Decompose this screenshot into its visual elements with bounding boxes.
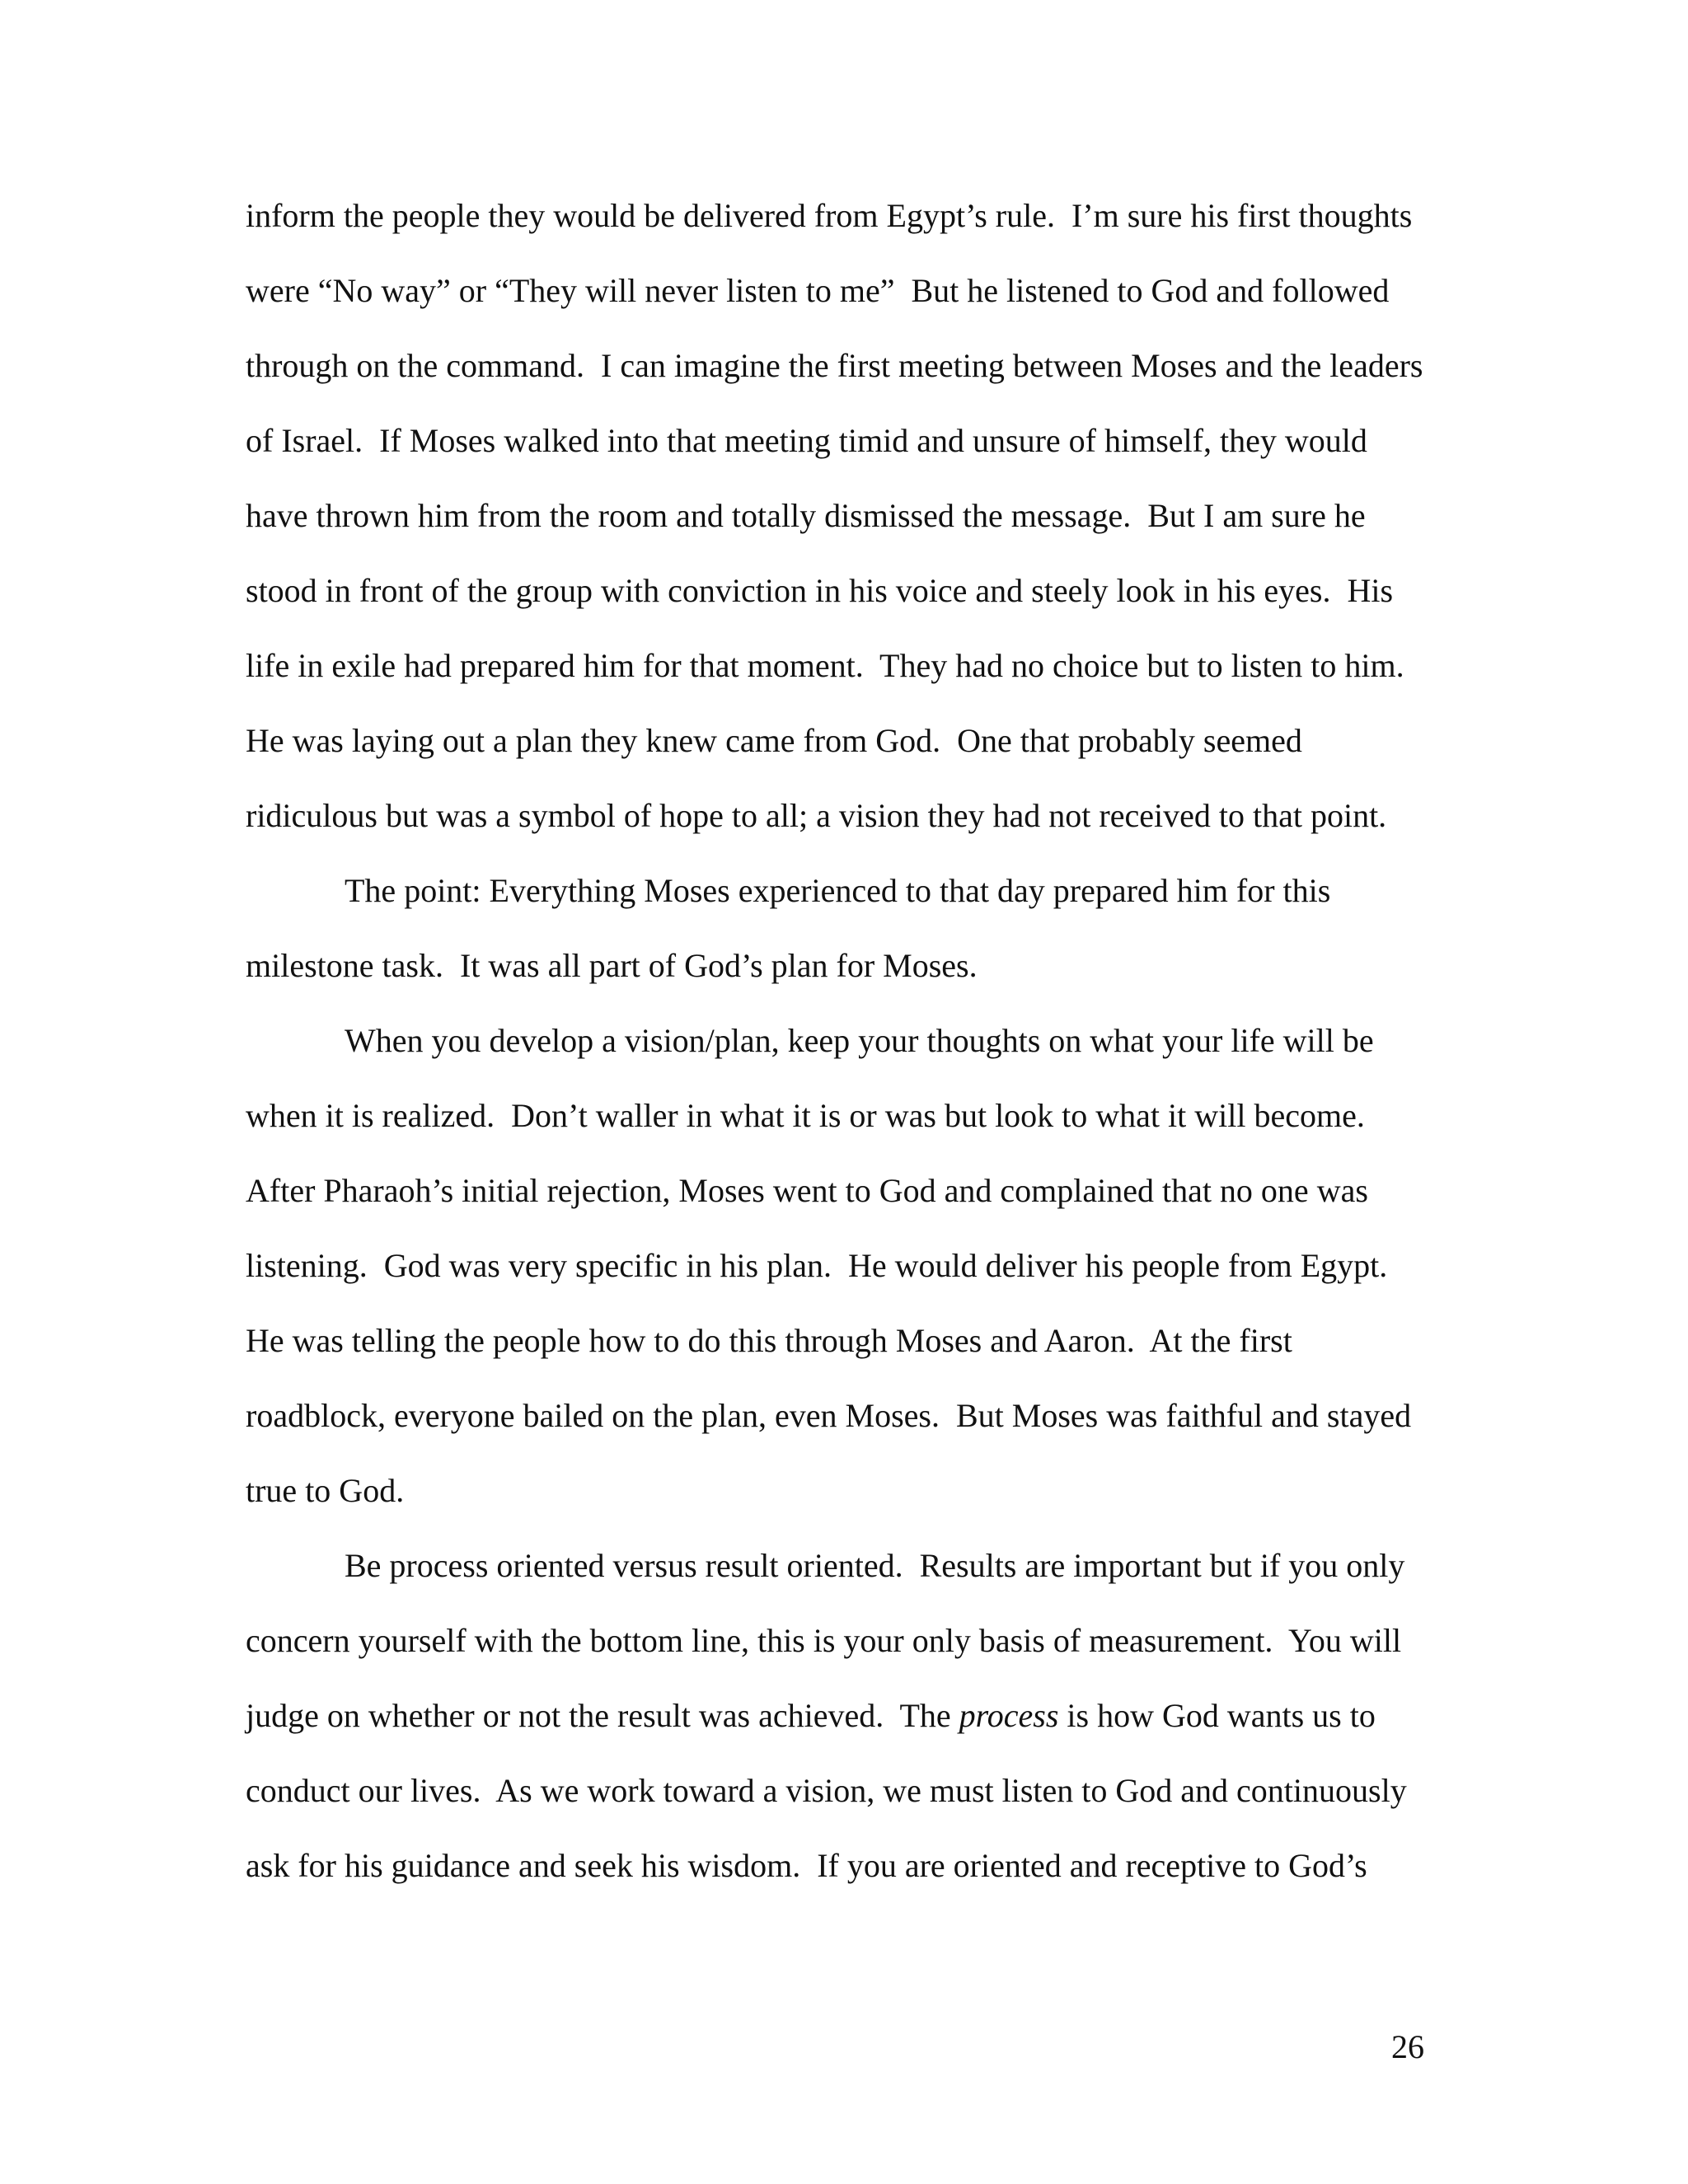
body-line-15: listening. God was very specific in his plan. He would deliver his people from Egypt. [246,1247,1388,1284]
body-line-23: ask for his guidance and seek his wisdom. If you are oriented and receptive to God’s [246,1847,1367,1884]
body-line-3: through on the command. I can imagine the first meeting between Moses and the leaders [246,347,1423,384]
body-line-14: After Pharaoh’s initial rejection, Moses went to God and complained that no one was [246,1172,1368,1209]
body-line-6: stood in front of the group with conviction in his voice and steely look in his eyes. His [246,572,1394,609]
page-number: 26 [1391,2028,1424,2065]
body-line-2: were “No way” or “They will never listen to me” But he listened to God and followed [246,272,1390,309]
body-line-21 [246,1696,1376,1736]
body-line-19: Be process oriented versus result oriented. Results are important but if you only [345,1547,1405,1584]
body-line-16: He was telling the people how to do this through Moses and Aaron. At the first [246,1322,1292,1359]
body-line-5: have thrown him from the room and totally dismissed the message. But I am sure he [246,497,1366,534]
body-line-17: roadblock, everyone bailed on the plan, even Moses. But Moses was faithful and stayed [246,1397,1412,1434]
body-line-7: life in exile had prepared him for that moment. They had no choice but to listen to him. [246,647,1404,684]
body-line-11: milestone task. It was all part of God’s plan for Moses. [246,947,978,984]
body-line-21-before: judge on whether or not the result was achieved. The [246,1697,959,1734]
body-line-13: when it is realized. Don’t waller in what it is or was but look to what it will become. [246,1097,1365,1134]
body-line-4: of Israel. If Moses walked into that meeting timid and unsure of himself, they would [246,422,1367,459]
body-line-12: When you develop a vision/plan, keep your thoughts on what your life will be [345,1022,1374,1059]
body-line-21-after: is how God wants us to [1058,1697,1376,1734]
body-line-10: The point: Everything Moses experienced to that day prepared him for this [345,872,1331,909]
body-line-18: true to God. [246,1472,405,1509]
body-line-20: concern yourself with the bottom line, this is your only basis of measurement. You will [246,1622,1402,1659]
body-line-9: ridiculous but was a symbol of hope to all; a vision they had not received to that point. [246,797,1387,834]
emphasis-process: process [959,1697,1059,1734]
body-line-22: conduct our lives. As we work toward a vision, we must listen to God and continuously [246,1772,1407,1809]
body-line-8: He was laying out a plan they knew came from God. One that probably seemed [246,722,1302,759]
body-line-1: inform the people they would be delivered from Egypt’s rule. I’m sure his first thoughts [246,197,1413,234]
